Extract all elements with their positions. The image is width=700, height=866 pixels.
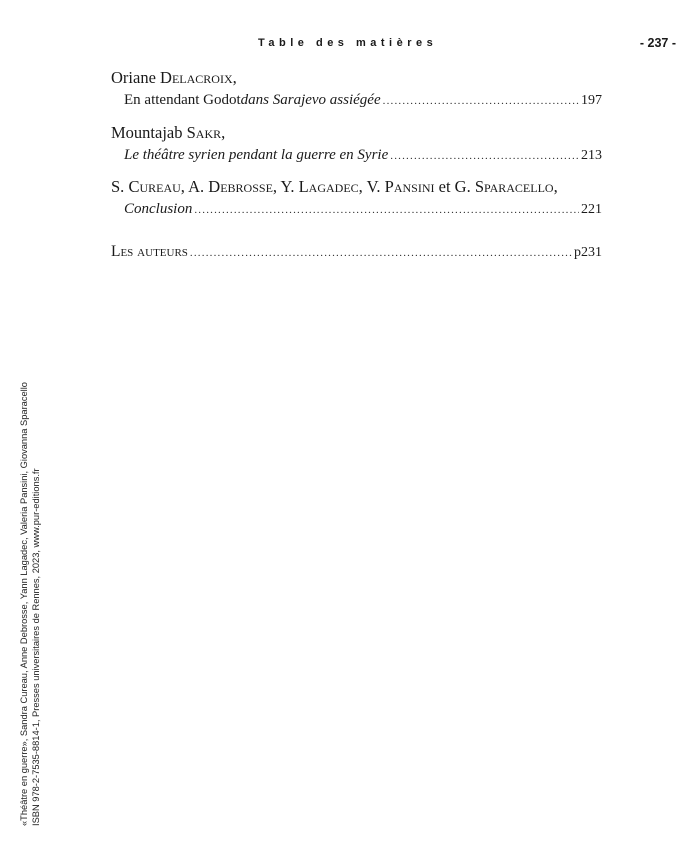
entry-title-italic: Conclusion	[124, 201, 193, 217]
toc-entry-2-title-line[interactable]	[124, 147, 602, 164]
running-title: Table des matières	[258, 37, 438, 49]
dot-leader	[383, 95, 579, 107]
entry-page-ref: 221	[581, 202, 602, 217]
author-suffix: ,	[232, 68, 237, 87]
dot-leader	[390, 150, 579, 162]
author-last-name: Sparacello	[474, 177, 554, 196]
entry-page-ref: 197	[581, 93, 602, 108]
author-first-name: Mountajab	[111, 123, 187, 142]
author-last-name: Cureau	[128, 177, 181, 196]
author-last-name: Pansini	[384, 177, 435, 196]
author-last-name: Debrosse	[208, 177, 273, 196]
toc-entry-4-title-line[interactable]	[111, 243, 602, 261]
side-notice-line-2: ISBN 978-2-7535-8814-1, Presses universitaires de Rennes, 2023, www.pur-editions.fr	[31, 468, 41, 826]
entry-title-italic: dans Sarajevo assiégée	[240, 92, 381, 108]
entry-page-ref: 213	[581, 148, 602, 163]
toc-entry-3-title-line[interactable]	[124, 201, 602, 218]
entry-title-plain: En attendant Godot	[124, 92, 241, 108]
dot-leader	[190, 247, 572, 259]
author-part: et G.	[434, 177, 475, 196]
side-notice-line-1: «Théâtre en guerre», Sandra Cureau, Anne Debrosse, Yann Lagadec, Valeria Pansini, Giovanna Sparacello	[19, 382, 29, 826]
toc-entry-1-author	[111, 68, 237, 88]
author-part: ,	[553, 177, 558, 196]
author-part: , A.	[180, 177, 209, 196]
author-first-name: Oriane	[111, 68, 161, 87]
page-number: - 237 -	[639, 36, 676, 50]
author-suffix: ,	[221, 123, 226, 142]
toc-entry-1-title-line[interactable]	[124, 92, 602, 109]
author-part: , Y.	[272, 177, 299, 196]
dot-leader	[194, 204, 579, 216]
toc-entry-2-author	[111, 123, 225, 143]
author-part: S.	[111, 177, 129, 196]
toc-entry-3-author	[111, 177, 558, 197]
author-last-name: Lagadec	[298, 177, 359, 196]
author-last-name: Delacroix	[160, 68, 233, 87]
author-part: , V.	[358, 177, 385, 196]
entry-title-small-caps: Les auteurs	[111, 243, 188, 260]
entry-page-ref: p231	[574, 245, 602, 260]
author-last-name: Sakr	[186, 123, 222, 142]
entry-title-italic: Le théâtre syrien pendant la guerre en Syrie	[124, 147, 389, 163]
side-copyright-notice	[18, 382, 42, 826]
